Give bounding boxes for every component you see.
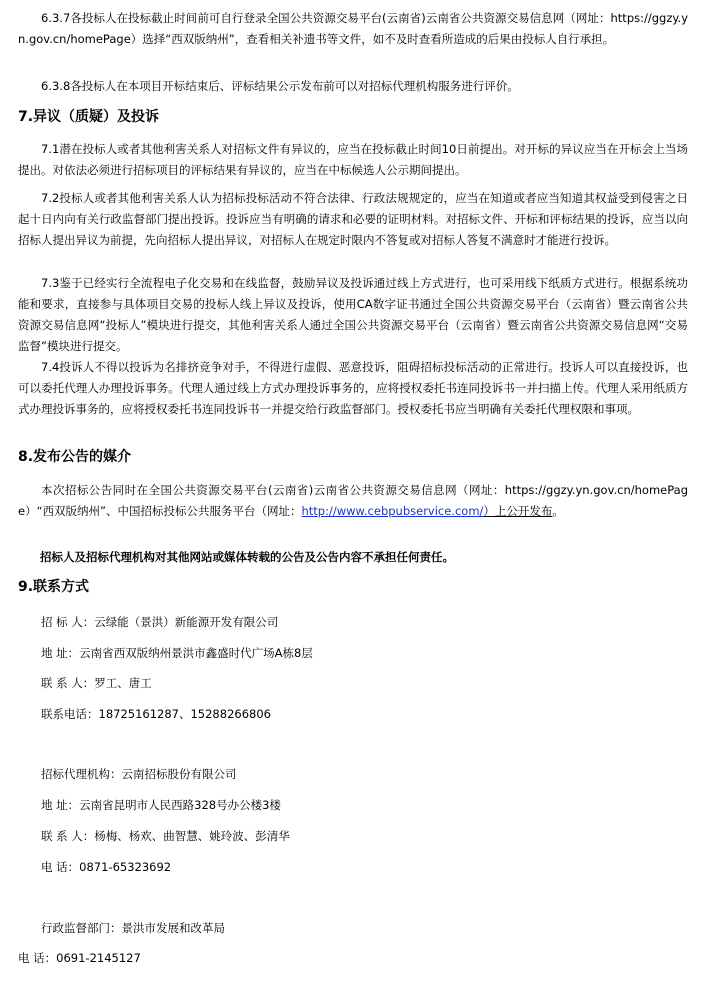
clause-6-3-7: 6.3.7各投标人在投标截止时间前可自行登录全国公共资源交易平台(云南省)云南省公共资源交易信息网（网址：https://ggzy.yn.gov.cn/homePage）选择“西双版纳州”，查看相关补遗书等文件，如不及时查看所造成的后果由投标人自行承担。: [18, 11, 688, 46]
paragraph-7-1: 7.1潜在投标人或者其他利害关系人对招标文件有异议的，应当在投标截止时间10日前提出。对开标的异议应当在开标会上当场提出。对依法必须进行招标项目的评标结果有异议的，应当在中标候选人公示期间提出。: [18, 142, 688, 177]
supervision-phone: 电 话：0691-2145127: [18, 951, 141, 965]
tenderer-name: 招 标 人：云绿能（景洪）新能源开发有限公司: [41, 615, 279, 629]
disclaimer-text: 招标人及招标代理机构对其他网站或媒体转载的公告及公告内容不承担任何责任。: [40, 550, 454, 564]
paragraph-7-2: 7.2投标人或者其他利害关系人认为招标投标活动不符合法律、行政法规规定的，应当在知道或者应当知道其权益受到侵害之日起十日内向有关行政监督部门提出投诉。投诉应当有明确的请求和必要的证明材料。对招标文件、开标和评标结果的投诉，应当以向招标人提出异议为前提，先向招标人提出异议，对招标人在规定时限内不答复或对招标人答复不满意时才能进行投诉。: [18, 191, 688, 247]
media-link-tail: ）上公开发布: [483, 504, 553, 518]
media-paragraph: [18, 480, 688, 522]
media-end-punct: 。: [552, 504, 564, 518]
agency-contact: 联 系 人：杨梅、杨欢、曲智慧、姚玲波、彭清华: [41, 829, 290, 843]
supervision-dept: 行政监督部门：景洪市发展和改革局: [41, 921, 225, 935]
tenderer-phone: 联系电话：18725161287、15288266806: [41, 707, 271, 721]
section-7-heading: 7.异议（质疑）及投诉: [18, 109, 160, 125]
agency-phone: 电 话：0871-65323692: [41, 860, 172, 874]
clause-6-3-8: 6.3.8各投标人在本项目开标结束后、评标结果公示发布前可以对招标代理机构服务进行评价。: [41, 79, 519, 93]
tenderer-contact: 联 系 人：罗工、唐工: [41, 676, 152, 690]
section-8-heading: 8.发布公告的媒介: [18, 449, 132, 465]
tenderer-address: 地 址：云南省西双版纳州景洪市鑫盛时代广场A栋8层: [41, 646, 313, 660]
cebpubservice-link[interactable]: http://www.cebpubservice.com/: [301, 504, 484, 518]
paragraph-7-4: 7.4投诉人不得以投诉为名排挤竞争对手，不得进行虚假、恶意投诉，阻碍招标投标活动的正常进行。投诉人可以直接投诉，也可以委托代理人办理投诉事务。代理人通过线上方式办理投诉事务的，应将授权委托书连同投诉书一并扫描上传。代理人采用纸质方式办理投诉事务的，应将授权委托书连同投诉书一并提交给行政监督部门。授权委托书应当明确有关委托代理权限和事项。: [18, 360, 688, 416]
paragraph-7-3: 7.3鉴于已经实行全流程电子化交易和在线监督，鼓励异议及投诉通过线上方式进行，也可采用线下纸质方式进行。根据系统功能和要求，直接参与具体项目交易的投标人线上异议及投诉，使用CA数字证书通过全国公共资源交易平台（云南省）暨云南省公共资源交易信息网“投标人”模块进行提交，其他利害关系人通过全国公共资源交易平台（云南省）暨云南省公共资源交易信息网“交易监督”模块进行提交。: [18, 276, 688, 353]
section-9-heading: 9.联系方式: [18, 579, 90, 595]
agency-name: 招标代理机构：云南招标股份有限公司: [41, 767, 237, 781]
agency-address: 地 址：云南省昆明市人民西路328号办公楼3楼: [41, 798, 281, 812]
media-text: 本次招标公告同时在全国公共资源交易平台(云南省)云南省公共资源交易信息网（网址：https://ggzy.yn.gov.cn/homePage）“西双版纳州”、中国招标投标公共服务平台（网址：: [18, 483, 688, 518]
